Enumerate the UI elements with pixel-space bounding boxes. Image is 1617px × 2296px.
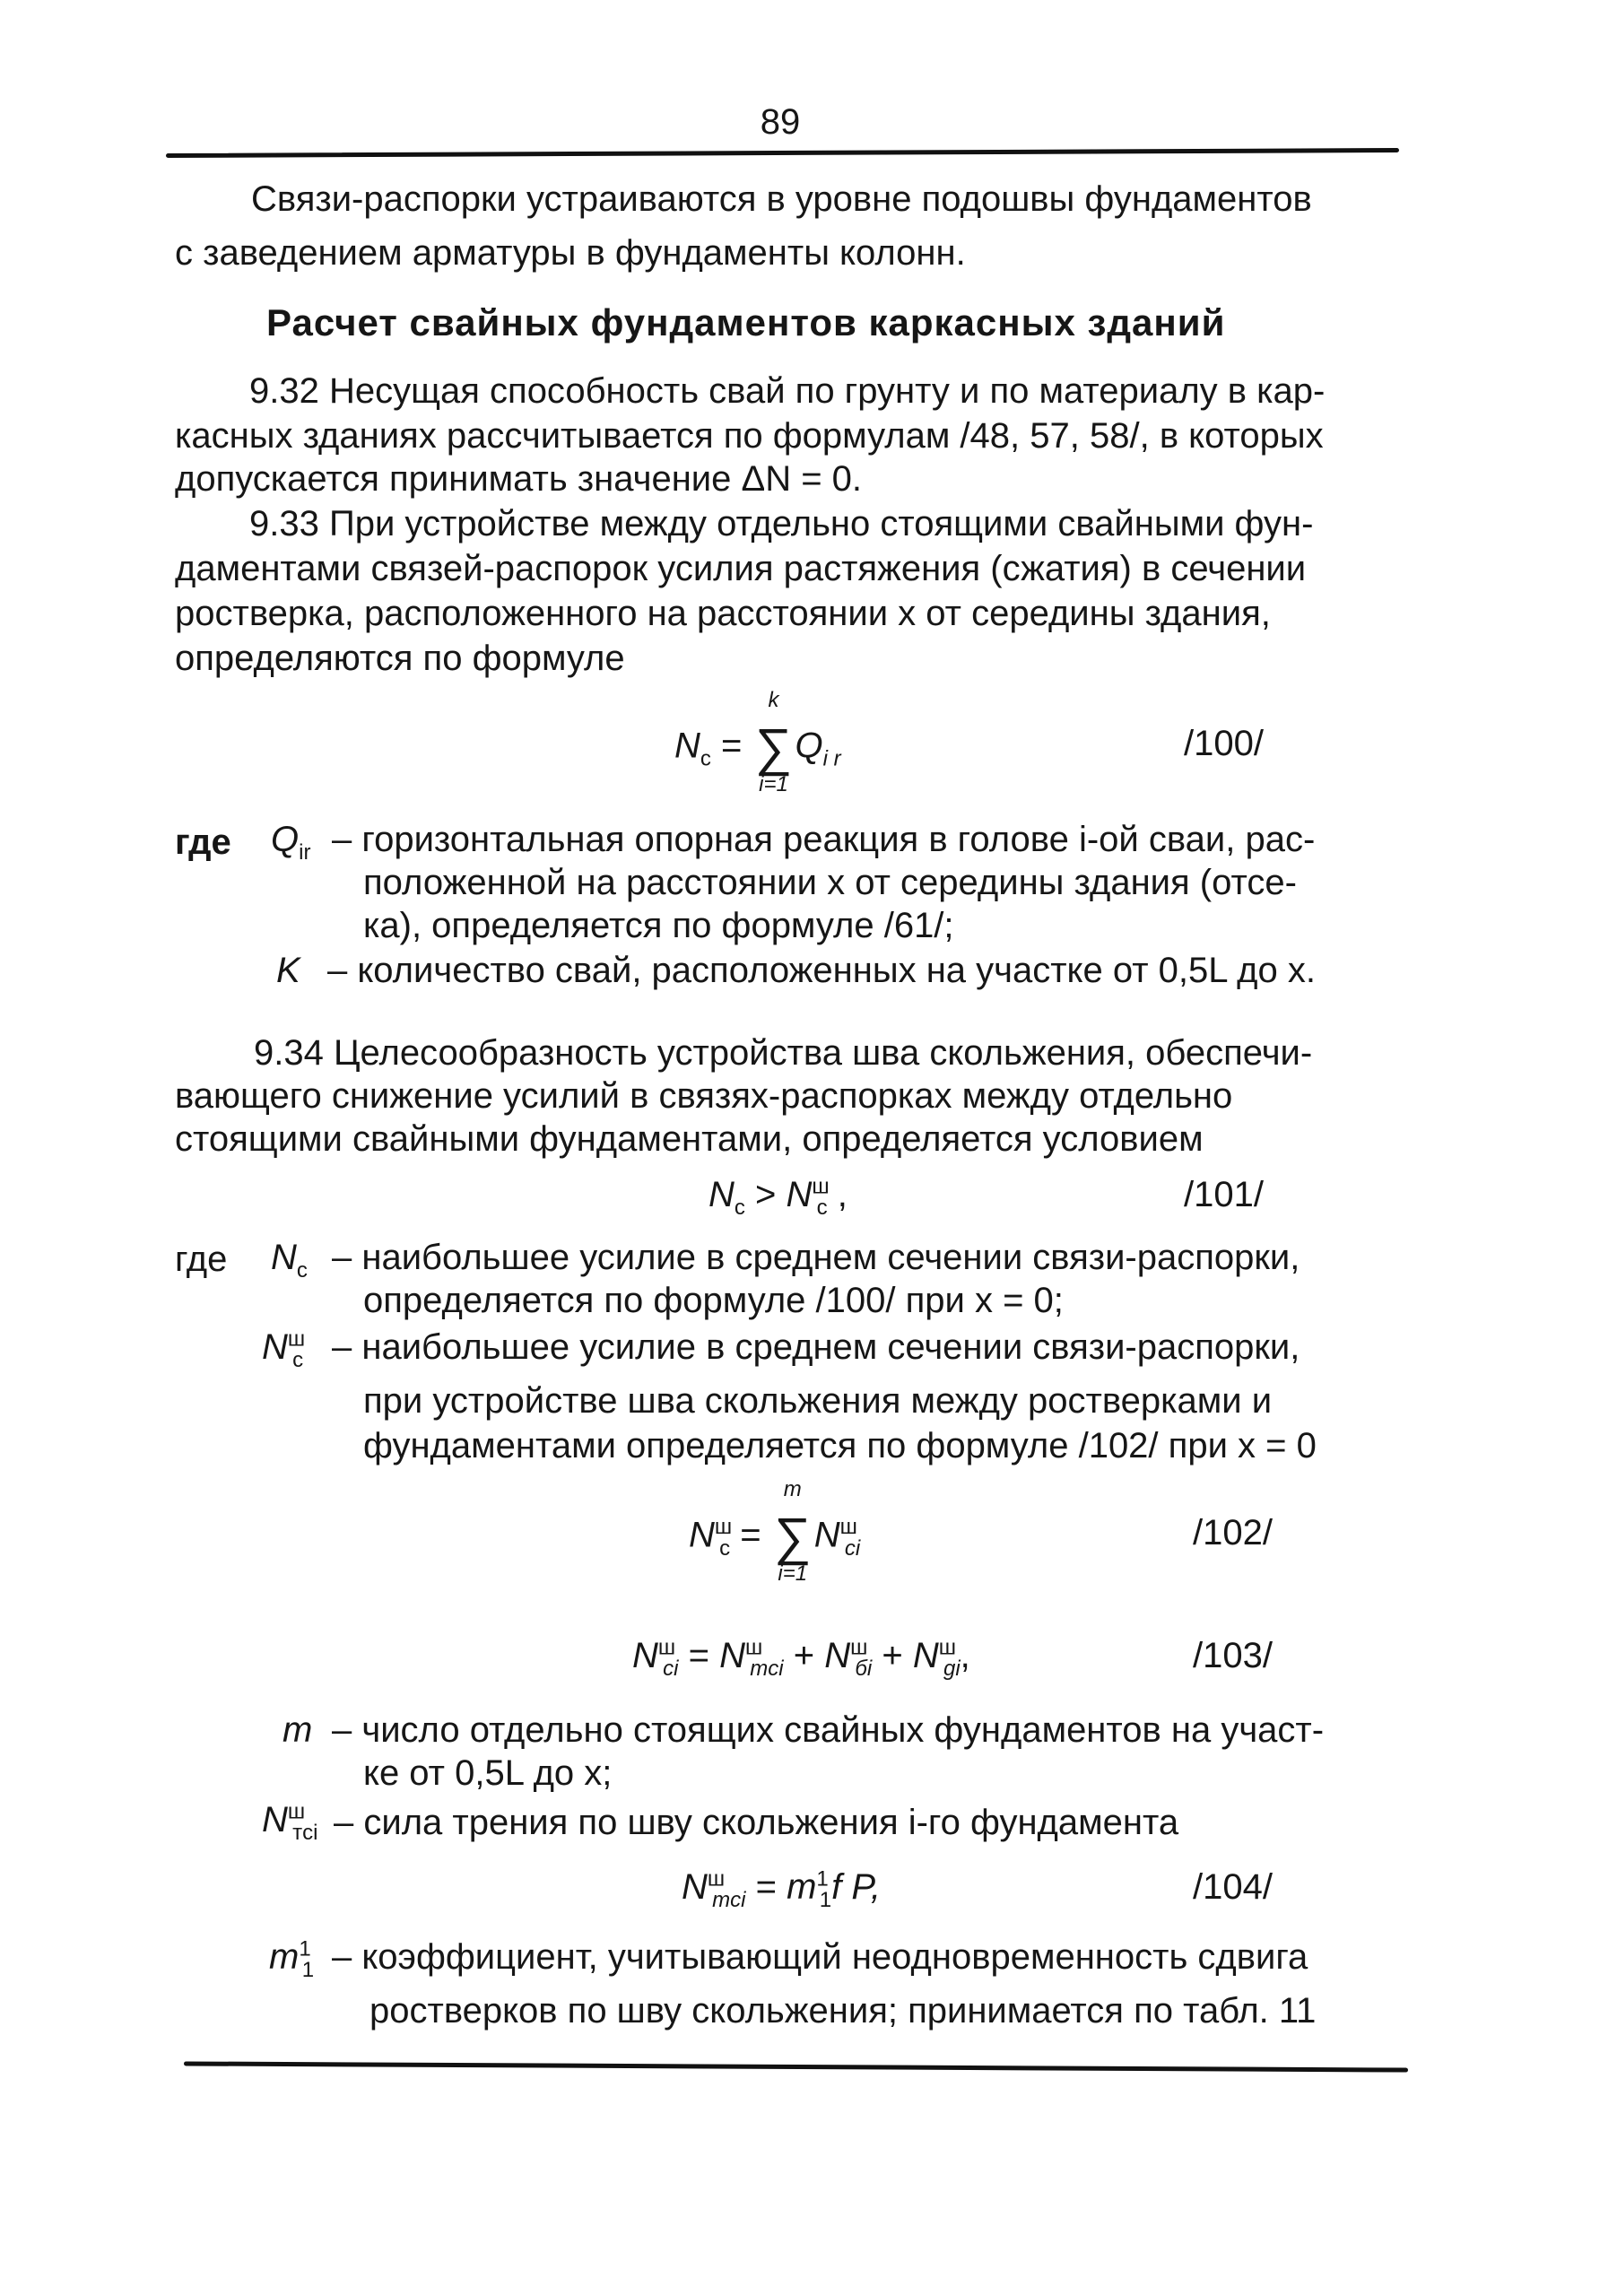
top-rule — [166, 148, 1399, 158]
nt-symbol-sup: ш — [287, 1799, 306, 1824]
formula-100-lhs: N — [674, 726, 700, 766]
formula-103-t3: N — [912, 1636, 939, 1675]
formula-103-t2-sub: бi — [855, 1657, 873, 1681]
formula-101-n2-sub: c — [816, 1196, 828, 1220]
page-number: 89 — [760, 102, 801, 142]
sum-top-102: m — [783, 1477, 802, 1501]
sum-bottom-102: i=1 — [778, 1561, 808, 1586]
q-symbol — [271, 818, 311, 865]
formula-103-t2-sup: ш — [850, 1635, 868, 1660]
formula-102 — [689, 1477, 861, 1586]
q-def-line-2: положенной на расстоянии x от середины здания (отсе- — [363, 863, 1297, 902]
section-heading: Расчет свайных фундаментов каркасных зданий — [266, 301, 1226, 344]
q-symbol-letter: Q — [271, 820, 300, 859]
ncs-symbol-letter: N — [262, 1327, 288, 1367]
sum-sign: k ∑ i=1 — [752, 722, 795, 774]
p933-line-1: 9.33 При устройстве между отдельно стоящими свайными фун- — [249, 504, 1314, 544]
formula-101-number: /101/ — [1184, 1175, 1264, 1214]
formula-101 — [709, 1173, 848, 1220]
m-symbol: m — [283, 1710, 313, 1750]
formula-103-t1-sub: тci — [750, 1657, 784, 1681]
m1-symbol-sup: 1 — [299, 1936, 311, 1961]
ncs-def-line-1: – наибольшее усилие в среднем сечении связи-распорки, — [332, 1327, 1300, 1367]
formula-101-op: > — [755, 1175, 777, 1214]
q-def-line-1: – горизонтальная опорная реакция в голове i-ой сваи, рас- — [332, 820, 1316, 859]
where-label-2: где — [175, 1239, 228, 1279]
formula-104-eq: = — [755, 1867, 777, 1907]
formula-100-term: Q — [795, 726, 823, 766]
p933-line-2: даментами связей-распорок усилия растяжения (сжатия) в сечении — [175, 549, 1307, 588]
formula-102-number: /102/ — [1193, 1513, 1273, 1552]
formula-103-t1: N — [719, 1636, 745, 1675]
nc-symbol-letter: N — [271, 1238, 297, 1277]
formula-102-lhs: N — [689, 1515, 715, 1555]
nc-def-line-1: – наибольшее усилие в среднем сечении связи-распорки, — [332, 1238, 1300, 1277]
formula-101-n1: N — [709, 1175, 735, 1214]
nt-symbol — [262, 1798, 318, 1845]
formula-101-n2-sup: ш — [812, 1174, 830, 1199]
formula-103-lhs-sup: ш — [657, 1635, 676, 1660]
sum-top: k — [768, 688, 779, 712]
formula-100-lhs-sub: c — [700, 746, 711, 771]
q-def-line-3: ка), определяется по формуле /61/; — [363, 906, 954, 945]
m-def-line-2: ке от 0,5L до x; — [363, 1753, 613, 1793]
formula-103-lhs: N — [632, 1636, 658, 1675]
formula-104-lhs-sub: тci — [712, 1888, 746, 1912]
nc-def-line-2: определяется по формуле /100/ при x = 0; — [363, 1281, 1064, 1320]
nt-symbol-letter: N — [262, 1800, 288, 1839]
p933-line-4: определяются по формуле — [175, 639, 625, 678]
formula-100-number: /100/ — [1184, 724, 1264, 763]
intro-line-1: Связи-распорки устраиваются в уровне подошвы фундаментов — [251, 179, 1312, 219]
p934-line-1: 9.34 Целесообразность устройства шва скольжения, обеспечи- — [254, 1033, 1313, 1073]
m1-def-line-1: – коэффициент, учитывающий неодновременность сдвига — [332, 1937, 1308, 1977]
formula-104-m-sup: 1 — [816, 1866, 829, 1892]
k-def-line-1: – количество свай, расположенных на участке от 0,5L до x. — [327, 951, 1316, 990]
formula-103-plus-1: + — [793, 1636, 815, 1675]
p932-line-2: касных зданиях рассчитывается по формулам /48, 57, 58/, в которых — [175, 416, 1324, 456]
m-def-line-1: – число отдельно стоящих свайных фундаментов на участ- — [332, 1710, 1325, 1750]
formula-102-term-sub: ci — [844, 1535, 861, 1561]
m1-symbol-letter: m — [269, 1937, 300, 1977]
formula-101-n2: N — [786, 1175, 813, 1214]
sum-sign-102: m ∑ i=1 — [771, 1511, 814, 1563]
p934-line-3: стоящими свайными фундаментами, определяется условием — [175, 1119, 1204, 1159]
formula-103-number: /103/ — [1193, 1636, 1273, 1675]
k-symbol: K — [276, 951, 300, 990]
bottom-rule — [184, 2061, 1408, 2072]
formula-104-number: /104/ — [1193, 1867, 1273, 1907]
formula-104-lhs-sup: ш — [707, 1866, 726, 1892]
formula-103-t1-sup: ш — [745, 1635, 763, 1660]
formula-103-t3-sup: ш — [938, 1635, 956, 1660]
formula-103-plus-2: + — [882, 1636, 903, 1675]
p932-line-3: допускается принимать значение ΔN = 0. — [175, 459, 863, 499]
formula-101-n1-sub: c — [734, 1196, 745, 1220]
sum-bottom: i=1 — [759, 772, 788, 796]
formula-101-tail: , — [837, 1175, 848, 1214]
p933-line-3: ростверка, расположенного на расстоянии x от середины здания, — [175, 594, 1271, 633]
formula-102-lhs-sub: c — [719, 1535, 731, 1561]
nc-symbol-sub: c — [296, 1258, 308, 1283]
ncs-symbol — [262, 1326, 306, 1372]
m1-def-line-2: ростверков по шву скольжения; принимается по табл. 11 — [369, 1991, 1317, 2031]
formula-103 — [632, 1634, 970, 1681]
m1-symbol — [269, 1935, 315, 1982]
formula-104-rest: f P, — [831, 1867, 882, 1907]
formula-100-eq: = — [721, 726, 743, 766]
formula-100 — [674, 688, 841, 796]
formula-102-term: N — [813, 1515, 840, 1555]
nt-def-line-1: – сила трения по шву скольжения i-го фундамента — [334, 1803, 1179, 1842]
nt-symbol-sub: тci — [292, 1821, 318, 1845]
formula-103-t2: N — [824, 1636, 851, 1675]
ncs-def-line-3: фундаментами определяется по формуле /102/ при x = 0 — [363, 1426, 1317, 1465]
nc-symbol — [271, 1236, 308, 1283]
ncs-symbol-sub: c — [292, 1348, 304, 1372]
p932-line-1: 9.32 Несущая способность свай по грунту и по материалу в кар- — [249, 371, 1326, 411]
formula-104-m: m — [787, 1867, 817, 1907]
ncs-def-line-2: при устройстве шва скольжения между ростверками и — [363, 1381, 1273, 1421]
formula-100-term-sub: i r — [822, 746, 841, 771]
ncs-symbol-sup: ш — [287, 1326, 306, 1352]
formula-104-m-sub: 1 — [819, 1888, 832, 1912]
m1-symbol-sub: 1 — [301, 1958, 315, 1982]
formula-102-term-sup: ш — [839, 1515, 857, 1540]
intro-line-2: с заведением арматуры в фундаменты колонн. — [175, 233, 966, 273]
q-symbol-sub: ir — [299, 840, 311, 865]
formula-103-t3-sub: gi — [943, 1657, 961, 1681]
formula-102-eq: = — [740, 1515, 761, 1555]
formula-102-lhs-sup: ш — [714, 1515, 733, 1540]
formula-104 — [682, 1866, 882, 1912]
p934-line-2: вающего снижение усилий в связях-распорках между отдельно — [175, 1076, 1233, 1116]
formula-103-lhs-sub: ci — [663, 1657, 679, 1681]
where-label-1: где — [175, 822, 231, 862]
formula-103-tail: , — [960, 1636, 970, 1675]
formula-103-eq: = — [688, 1636, 709, 1675]
formula-104-lhs: N — [682, 1867, 708, 1907]
